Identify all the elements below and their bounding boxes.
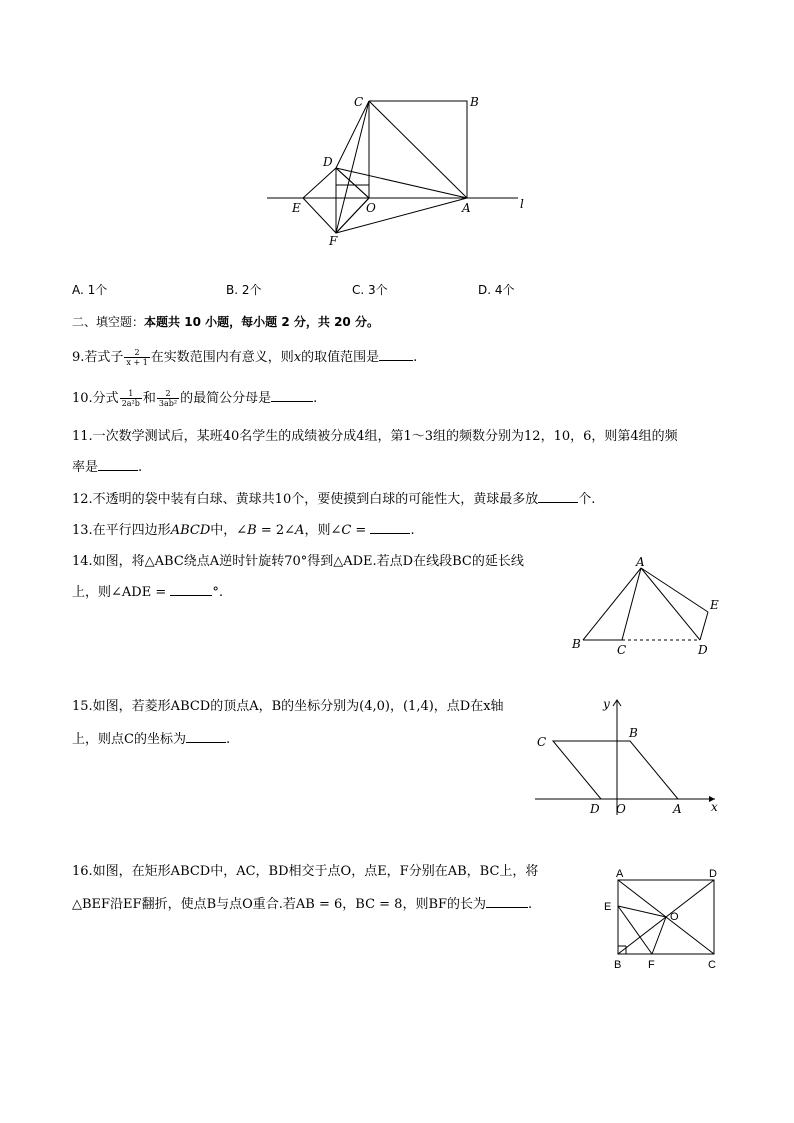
answer-blank[interactable] — [486, 895, 528, 908]
q15-rhombus-figure — [530, 692, 726, 820]
label-A: A — [462, 201, 471, 215]
question-16-line1: 16.如图，在矩形ABCD中，AC，BD相交于点O，点E，F分别在AB，BC上，将 — [72, 864, 539, 879]
label-C: C — [708, 959, 716, 971]
question-12: 12.不透明的袋中装有白球、黄球共10个，要使摸到白球的可能性大，黄球最多放 个. — [72, 492, 596, 507]
label-E: E — [604, 901, 612, 913]
label-C: C — [617, 643, 627, 657]
section-heading: 二、填空题：本题共 10 小题，每小题 2 分，共 20 分。 — [72, 315, 379, 329]
top-geometry-figure — [262, 90, 532, 250]
label-D: D — [709, 868, 717, 880]
answer-blank[interactable] — [271, 389, 313, 402]
label-D: D — [323, 155, 333, 169]
question-10: 10.分式 $\frac{1}{\text{2a²b}}$ 和 $\frac{2}{\text{3ab²}}$ 的最简公分母是 . — [72, 389, 318, 408]
label-l: l — [520, 197, 524, 211]
label-O: O — [366, 201, 376, 215]
choice-b: B. 2个 — [226, 283, 262, 297]
label-A: A — [673, 802, 682, 816]
label-F: F — [648, 959, 655, 971]
label-O: O — [670, 911, 679, 923]
answer-blank[interactable] — [370, 521, 410, 534]
label-A: A — [616, 868, 624, 880]
q16-rectangle-figure — [600, 862, 730, 974]
label-B: B — [470, 95, 479, 109]
question-11-line2: 率是 . — [72, 460, 143, 475]
label-O: O — [616, 802, 626, 816]
answer-blank[interactable] — [186, 730, 226, 743]
label-D: D — [590, 802, 600, 816]
label-C: C — [354, 95, 364, 109]
label-E: E — [710, 598, 719, 612]
label-A: A — [636, 555, 645, 569]
question-14-line1: 14.如图，将△ABC绕点A逆时针旋转70°得到△ADE.若点D在线段BC的延长线 — [72, 554, 524, 569]
answer-blank[interactable] — [538, 490, 578, 503]
label-F: F — [329, 234, 338, 248]
label-E: E — [292, 201, 301, 215]
question-16-line2: △BEF沿EF翻折，使点B与点O重合.若AB = 6，BC = 8，则BF的长为 . — [72, 897, 533, 912]
label-x: x — [711, 800, 718, 814]
choice-a: A. 1个 — [72, 283, 108, 297]
answer-blank[interactable] — [98, 458, 138, 471]
choice-d: D. 4个 — [478, 283, 515, 297]
label-B: B — [629, 726, 638, 740]
question-15-line1: 15.如图，若菱形ABCD的顶点A，B的坐标分别为(4,0)，(1,4)，点D在x轴 — [72, 699, 504, 714]
question-13: 13.在平行四边形ABCD中，∠B = 2∠A，则∠C = . — [72, 523, 415, 538]
label-y: y — [603, 697, 610, 711]
q14-triangle-figure — [568, 552, 728, 660]
choice-c: C. 3个 — [352, 283, 388, 297]
label-C: C — [537, 735, 547, 749]
question-11-line1: 11.一次数学测试后，某班40名学生的成绩被分成4组，第1～3组的频数分别为12，10，6，则第4组的频 — [72, 429, 678, 444]
answer-blank[interactable] — [170, 583, 212, 596]
answer-blank[interactable] — [379, 348, 413, 361]
label-B: B — [614, 959, 622, 971]
question-14-line2: 上，则∠ADE = °. — [72, 585, 223, 600]
question-9: 9.若式子 $\frac{2}{x + 1}$ 在实数范围内有意义，则x的取值范围是 . — [72, 348, 418, 367]
question-15-line2: 上，则点C的坐标为 . — [72, 732, 231, 747]
label-D: D — [698, 643, 708, 657]
label-B: B — [572, 637, 581, 651]
